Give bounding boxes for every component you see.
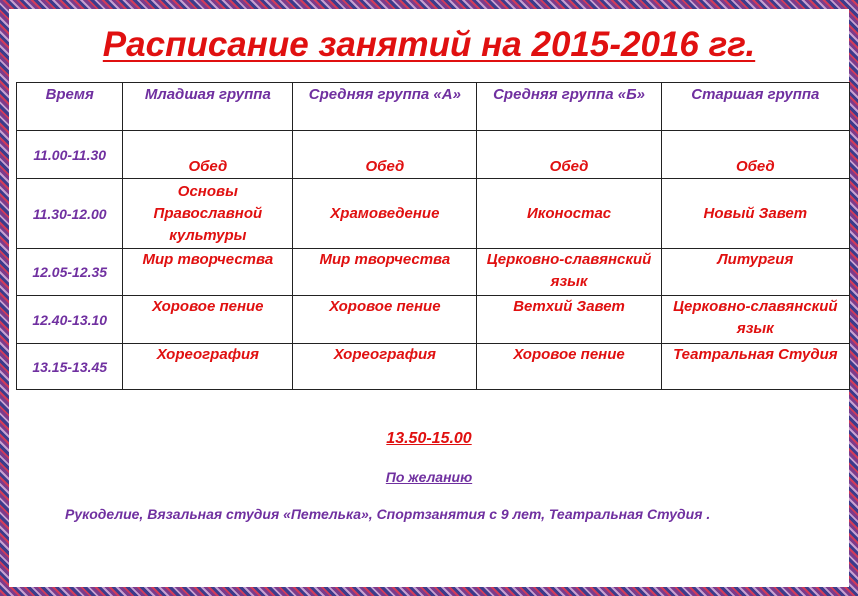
lesson-cell: Мир творчества <box>293 249 477 296</box>
time-cell: 12.05-12.35 <box>17 249 123 296</box>
lesson-cell: Театральная Студия <box>661 344 849 390</box>
table-row <box>17 296 850 344</box>
header-senior-group: Старшая группа <box>661 83 849 131</box>
lesson-cell: Хоровое пение <box>477 344 661 390</box>
schedule-table <box>16 82 850 390</box>
lesson-cell: Храмоведение <box>293 179 477 249</box>
lesson-cell: Церковно-славянский язык <box>477 249 661 296</box>
lesson-cell: Основы Православной культуры <box>123 179 293 249</box>
time-cell: 11.30-12.00 <box>17 179 123 249</box>
page <box>9 9 849 587</box>
lesson-cell: Новый Завет <box>661 179 849 249</box>
lesson-cell: Обед <box>477 131 661 179</box>
header-junior-group: Младшая группа <box>123 83 293 131</box>
lesson-cell: Хоровое пение <box>123 296 293 344</box>
time-cell: 11.00-11.30 <box>17 131 123 179</box>
lesson-cell: Мир творчества <box>123 249 293 296</box>
lesson-cell: Литургия <box>661 249 849 296</box>
optional-label: По желанию <box>385 469 473 485</box>
table-row <box>17 344 850 390</box>
lesson-cell: Обед <box>293 131 477 179</box>
lesson-cell: Хоровое пение <box>293 296 477 344</box>
lesson-cell: Ветхий Завет <box>477 296 661 344</box>
page-title: Расписание занятий на 2015-2016 гг. <box>102 25 756 64</box>
lesson-cell: Хореография <box>293 344 477 390</box>
header-middle-group-b: Средняя группа «Б» <box>477 83 661 131</box>
table-row <box>17 179 850 249</box>
extra-time: 13.50-15.00 <box>386 430 472 447</box>
lesson-cell: Церковно-славянский язык <box>661 296 849 344</box>
time-cell: 12.40-13.10 <box>17 296 123 344</box>
table-header-row <box>17 83 850 131</box>
header-middle-group-a: Средняя группа «А» <box>293 83 477 131</box>
table-row <box>17 131 850 179</box>
lesson-cell: Иконостас <box>477 179 661 249</box>
table-row <box>17 249 850 296</box>
lesson-cell: Обед <box>661 131 849 179</box>
lesson-cell: Обед <box>123 131 293 179</box>
lesson-cell: Хореография <box>123 344 293 390</box>
time-cell: 13.15-13.45 <box>17 344 123 390</box>
header-time: Время <box>17 83 123 131</box>
optional-activities: Рукоделие, Вязальная студия «Петелька», Спортзанятия с 9 лет, Театральная Студия . <box>65 506 711 522</box>
